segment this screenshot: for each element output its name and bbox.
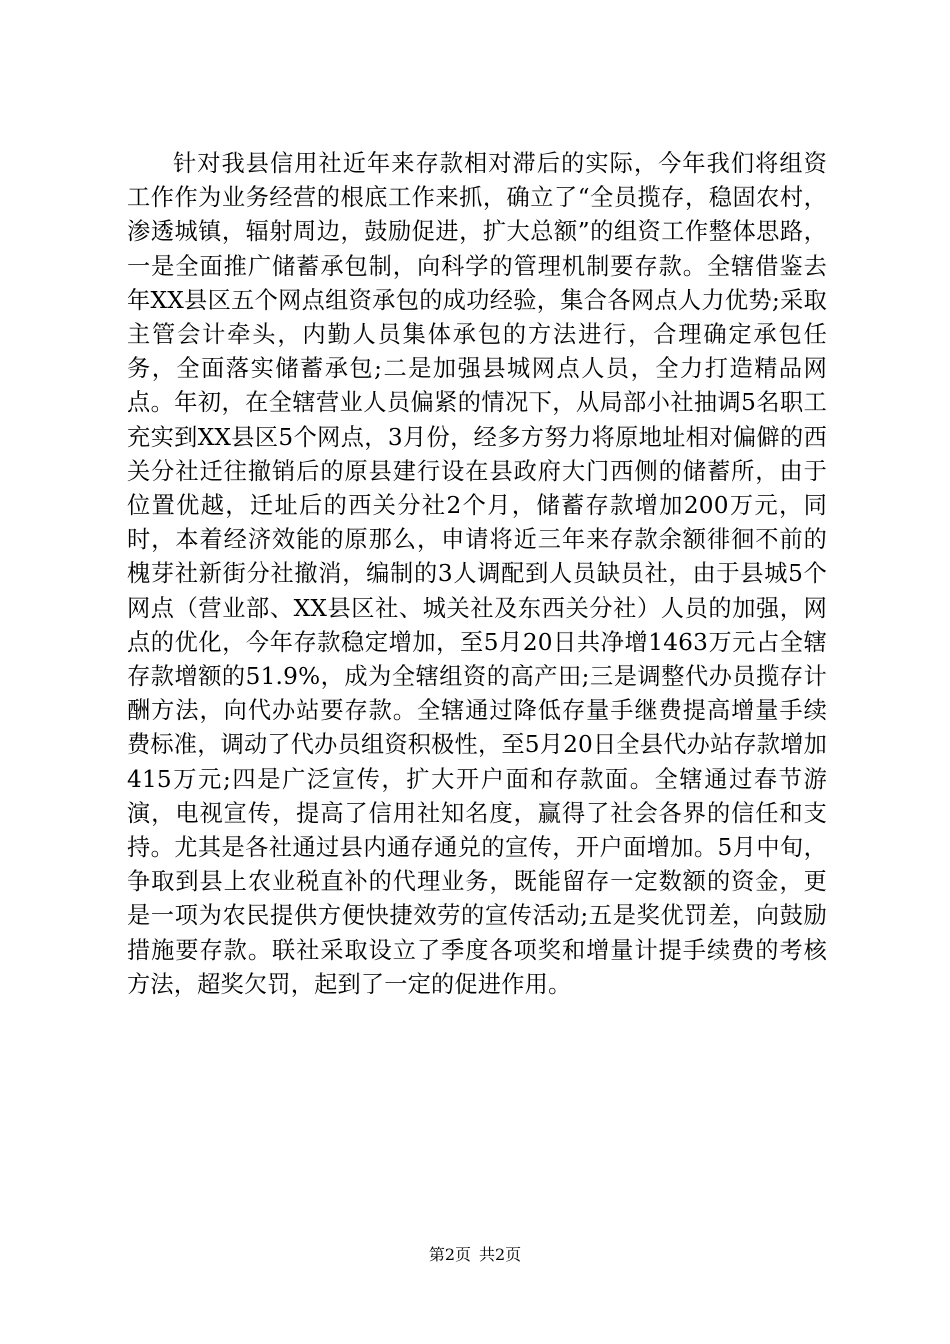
body-paragraph: 针对我县信用社近年来存款相对滞后的实际，今年我们将组资工作作为业务经营的根底工作来抓，确立了“全员揽存，稳固农村，渗透城镇，辐射周边，鼓励促进，扩大总额”的组资工作整体思路，一是全面推广储蓄承包制，向科学的管理机制要存款。全辖借鉴去年XX县区五个网点组资承包的成功经验，集合各网点人力优势;采取主管会计牵头，内勤人员集体承包的方法进行，合理确定承包任务，全面落实储蓄承包;二是加强县城网点人员，全力打造精品网点。年初，在全辖营业人员偏紧的情况下，从局部小社抽调5名职工充实到XX县区5个网点，3月份，经多方努力将原地址相对偏僻的西关分社迁往撤销后的原县建行设在县政府大门西侧的储蓄所，由于位置优越，迁址后的西关分社2个月，储蓄存款增加200万元，同时，本着经济效能的原那么，申请将近三年来存款余额徘徊不前的槐芽社新街分社撤消，编制的3人调配到人员缺员社，由于县城5个网点（营业部、XX县区社、城关社及东西关分社）人员的加强，网点的优化，今年存款稳定增加，至5月20日共净增1463万元占全辖存款增额的51.9%，成为全辖组资的高产田;三是调整代办员揽存计酬方法，向代办站要存款。全辖通过降低存量手继费提高增量手续费标准，调动了代办员组资积极性，至5月20日全县代办站存款增加415万元;四是广泛宣传，扩大开户面和存款面。全辖通过春节游演，电视宣传，提高了信用社知名度，赢得了社会各界的信任和支持。尤其是各社通过县内通存通兑的宣传，开户面增加。5月中旬，争取到县上农业税直补的代理业务，既能留存一定数额的资金，更是一项为农民提供方便快捷效劳的宣传活动;五是奖优罚差，向鼓励措施要存款。联社采取设立了季度各项奖和增量计提手续费的考核方法，超奖欠罚，起到了一定的促进作用。 xyxy=(127,150,827,998)
page-number: 第2页 xyxy=(428,1245,471,1264)
page-footer xyxy=(0,1245,950,1265)
page-total: 共2页 xyxy=(479,1245,522,1264)
